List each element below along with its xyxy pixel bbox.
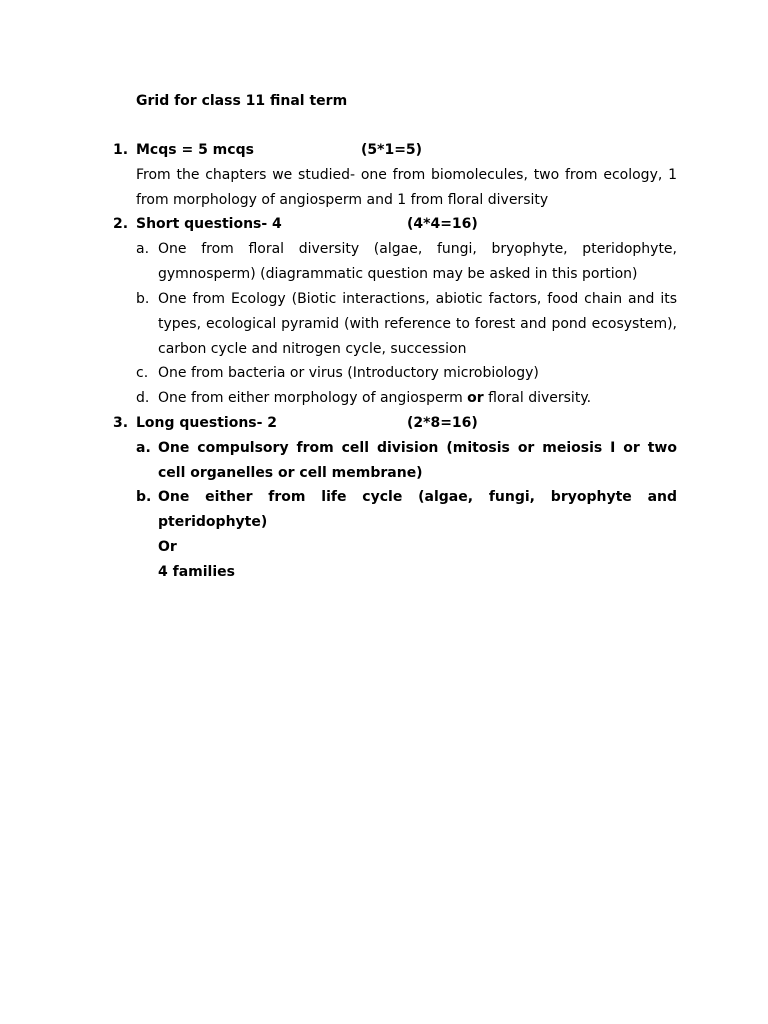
list-item-letter: a. xyxy=(136,440,151,456)
list-item-letter: a. xyxy=(136,241,150,257)
list-item-letter: b. xyxy=(136,489,152,505)
section-marks: (5*1=5) xyxy=(361,142,423,158)
section-heading: Short questions- 4 xyxy=(136,216,282,232)
section-heading: Long questions- 2 xyxy=(136,415,278,431)
section-description: From the chapters we studied- one from biomolecules, two from ecology, 1 from morphology of angiosperm and 1 from floral diversity xyxy=(136,167,677,208)
section-number: 3. xyxy=(113,415,129,431)
list-item-text: One either from life cycle (algae, fungi, bryophyte and pteridophyte) xyxy=(158,489,677,530)
text-segment: One from either morphology of angiosperm xyxy=(158,390,468,406)
list-item-text: One from floral diversity (algae, fungi, bryophyte, pteridophyte, gymnosperm) (diagrammatic question may be asked in this portion) xyxy=(158,241,677,282)
list-item-text: One from bacteria or virus (Introductory microbiology) xyxy=(158,365,539,381)
text-segment: floral diversity. xyxy=(483,390,592,406)
or-label: Or xyxy=(158,539,177,555)
section-number: 2. xyxy=(113,216,129,232)
section-marks: (2*8=16) xyxy=(407,415,478,431)
list-item-letter: b. xyxy=(136,291,150,307)
list-item-letter: d. xyxy=(136,390,150,406)
list-item-text: One from Ecology (Biotic interactions, abiotic factors, food chain and its types, ecological pyramid (with reference to forest and pond ecosystem), carbon cycle and nitrogen cycle, succession xyxy=(158,291,677,357)
section-heading: Mcqs = 5 mcqs xyxy=(136,142,254,158)
section-marks: (4*4=16) xyxy=(407,216,478,232)
list-item-text: One compulsory from cell division (mitosis or meiosis I or two cell organelles or cell membrane) xyxy=(158,440,677,481)
list-item-text xyxy=(158,386,677,411)
emphasis-word: or xyxy=(467,390,484,406)
document-title: Grid for class 11 final term xyxy=(136,93,348,109)
list-item-letter: c. xyxy=(136,365,149,381)
section-number: 1. xyxy=(113,142,129,158)
alternative-text: 4 families xyxy=(158,564,235,580)
